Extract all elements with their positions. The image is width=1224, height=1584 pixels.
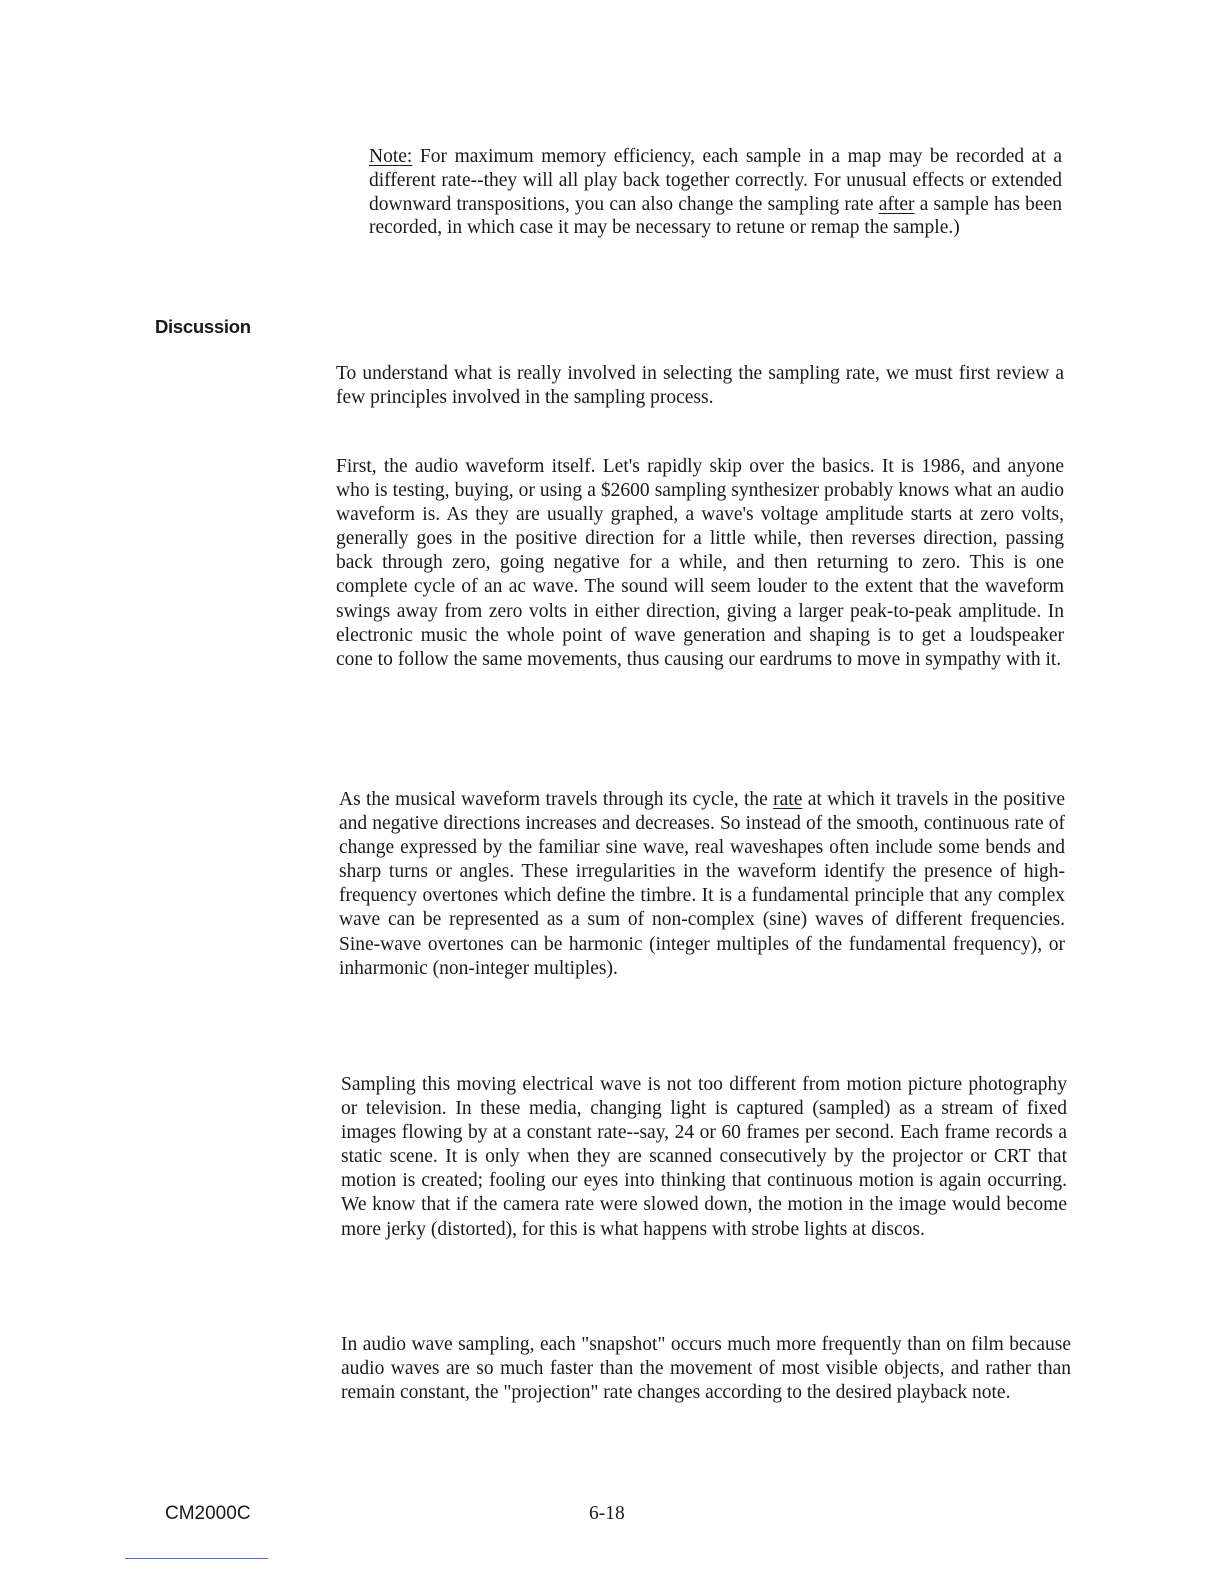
footer-doc-code: CM2000C	[165, 1503, 251, 1524]
paragraph-sampling: Sampling this moving electrical wave is not too different from motion picture photography or television. In these media, changing light is captured (sampled) as a stream of fixed images flowing by at a constant rate--say, 24 or 60 frames per second. Each frame records a static scene. It is only when they are scanned consecutively by the projector or CRT that motion is created; fooling our eyes into thinking that continuous motion is again occurring. We know that if the camera rate were slowed down, the motion in the image would become more jerky (distorted), for this is what happens with strobe lights at discos.	[341, 1074, 1067, 1240]
note-paragraph	[369, 145, 1062, 240]
paragraph-intro: To understand what is really involved in selecting the sampling rate, we must first review a few principles involved in the sampling process.	[336, 363, 1064, 409]
paragraph-rate	[339, 788, 1065, 981]
note-label: Note:	[369, 146, 413, 167]
note-emphasis: after	[878, 193, 915, 215]
note-text-part-2: a sample has been recorded, in which case it may be necessary to retune or remap the sample.)	[369, 193, 1062, 239]
paragraph-rate-before: As the musical waveform travels through its cycle, the	[339, 789, 774, 810]
paragraph-rate-after: at which it travels in the positive and negative directions increases and decreases. So instead of the smooth, continuous rate of change expressed by the familiar sine wave, real waveshapes often include some bends and sharp turns or angles. These irregularities in the waveform identify the presence of high-frequency overtones which define the timbre. It is a fundamental principle that any complex wave can be represented as a sum of non-complex (sine) waves of different frequencies. Sine-wave overtones can be harmonic (integer multiples of the fundamental frequency), or inharmonic (non-integer multiples).	[339, 789, 1065, 979]
section-heading-discussion: Discussion	[155, 316, 251, 337]
note-text-part-1: For maximum memory efficiency, each sample in a map may be recorded at a different rate--they will all play back together correctly. For unusual effects or extended downward transpositions, you can also change the sampling rate	[369, 146, 1062, 215]
footer-divider	[125, 1558, 268, 1559]
paragraph-audio-sampling: In audio wave sampling, each "snapshot" occurs much more frequently than on film because audio waves are so much faster than the movement of most visible objects, and rather than remain constant, the "projection" rate changes according to the desired playback note.	[341, 1334, 1071, 1404]
paragraph-waveform: First, the audio waveform itself. Let's rapidly skip over the basics. It is 1986, and anyone who is testing, buying, or using a $2600 sampling synthesizer probably knows what an audio waveform is. As they are usually graphed, a wave's voltage amplitude starts at zero volts, generally goes in the positive direction for a little while, then reverses direction, passing back through zero, going negative for a while, and then returning to zero. This is one complete cycle of an ac wave. The sound will seem louder to the extent that the waveform swings away from zero volts in either direction, giving a larger peak-to-peak amplitude. In electronic music the whole point of wave generation and shaping is to get a loudspeaker cone to follow the same movements, thus causing our eardrums to move in sympathy with it.	[336, 456, 1064, 670]
paragraph-rate-emphasis: rate	[773, 789, 803, 810]
footer-page-number: 6-18	[589, 1503, 625, 1524]
